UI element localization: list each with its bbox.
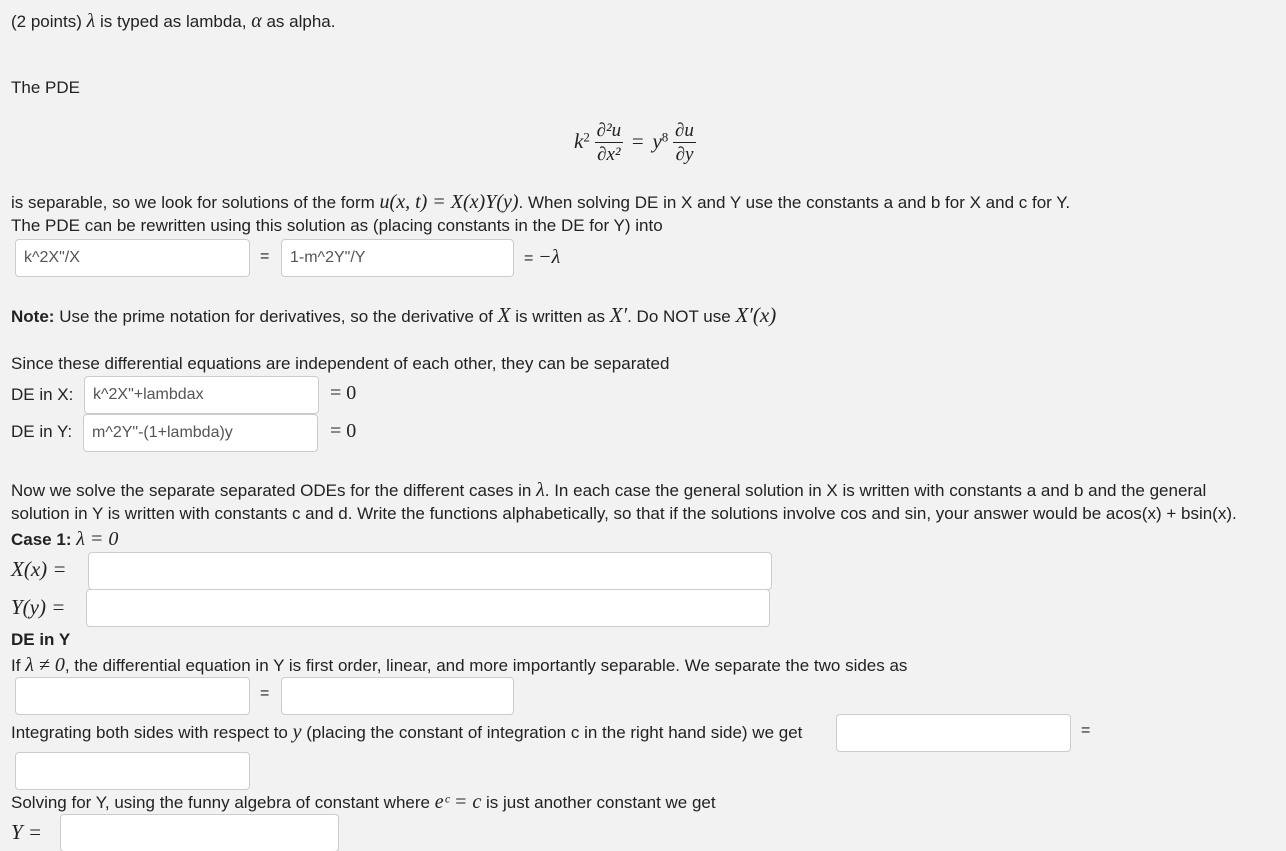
de-y-text-a: If (11, 656, 21, 675)
separable-form: u(x, t) = X(x)Y(y) (379, 191, 519, 213)
integrate-right-input[interactable] (15, 752, 250, 790)
pde-equation (574, 120, 696, 167)
pde-den-right: ∂y (675, 144, 694, 165)
separate-equals: = (260, 685, 270, 702)
rewrite-left-input[interactable]: k^2X"/X (15, 239, 250, 277)
pde-fraction-left (595, 120, 624, 167)
problem-header (11, 10, 335, 33)
case1-condition: λ = 0 (76, 528, 119, 550)
de-x-label: DE in X: (11, 385, 74, 404)
points-label: (2 points) (11, 12, 82, 31)
y-of-y-label: Y(y) = (11, 595, 66, 619)
pde-exp-left: 2 (583, 129, 590, 145)
pde-fraction-right (673, 120, 696, 167)
note-x-prime: X′ (609, 303, 628, 327)
alpha-symbol: α (251, 10, 262, 32)
note-line (11, 303, 776, 328)
de-x-rhs: = 0 (330, 382, 357, 404)
case1-label: Case 1: (11, 530, 72, 549)
x-of-x-label: X(x) = (11, 557, 67, 581)
note-x-prime-x: X′(x) (735, 303, 777, 327)
de-y-rhs: = 0 (330, 420, 357, 442)
integrate-left-input[interactable] (836, 714, 1071, 752)
cases-intro-a: Now we solve the separate separated ODEs for the different cases in (11, 481, 532, 500)
pde-num-left: ∂²u (596, 120, 622, 141)
de-y-input[interactable]: m^2Y"-(1+lambda)y (83, 414, 318, 452)
y-of-y-input[interactable] (86, 589, 770, 627)
note-x-symbol: X (497, 303, 511, 327)
typed-as-lambda-text: is typed as lambda, (100, 12, 247, 31)
rewrite-equals-1: = (260, 248, 270, 265)
de-in-y-line (11, 654, 907, 677)
separable-text-a: is separable, so we look for solutions of the form (11, 193, 375, 212)
separate-left-input[interactable] (15, 677, 250, 715)
pde-equals: = (631, 128, 644, 153)
rewrite-neg-lambda (524, 246, 560, 269)
rewrite-instruction: The PDE can be rewritten using this solution as (placing constants in the DE for Y) into (11, 216, 663, 235)
cases-intro-b: . In each case the general solution in X is written with constants a and b and the general (544, 481, 1207, 500)
integrate-equals: = (1081, 722, 1091, 739)
note-text-c: . Do NOT use (627, 307, 731, 326)
y-solution-input[interactable] (60, 814, 339, 851)
separated-intro: Since these differential equations are independent of each other, they can be separated (11, 354, 670, 373)
note-text-a: Use the prime notation for derivatives, so the derivative of (59, 307, 493, 326)
integrate-line (11, 721, 802, 744)
cases-intro-line1 (11, 479, 1206, 502)
de-y-text-b: , the differential equation in Y is first order, linear, and more importantly separable. We separate the two sides as (64, 656, 908, 675)
separable-text-b: . When solving DE in X and Y use the constants a and b for X and c for Y. (518, 193, 1071, 212)
rewrite-right-input[interactable]: 1-m^2Y"/Y (281, 239, 514, 277)
solve-expression: eᶜ = c (434, 791, 482, 813)
rewrite-equals-2: = (524, 250, 534, 267)
pde-coef-right: y (652, 128, 662, 153)
the-pde-label: The PDE (11, 78, 80, 97)
pde-den-left: ∂x² (597, 144, 621, 165)
y-equals-label: Y = (11, 820, 43, 844)
solve-text-b: is just another constant we get (485, 793, 716, 812)
neg-lambda: −λ (538, 246, 561, 268)
de-in-y-heading: DE in Y (11, 630, 71, 649)
integrate-text-b: (placing the constant of integration c in the right hand side) we get (306, 723, 803, 742)
integrate-var: y (292, 721, 302, 743)
separate-right-input[interactable] (281, 677, 514, 715)
cases-intro-line2: solution in Y is written with constants c and d. Write the functions alphabetically, so that if the solutions involve cos and sin, your answer would be acos(x) + bsin(x). (11, 504, 1237, 523)
cases-lambda: λ (536, 479, 545, 501)
pde-exp-right: 8 (661, 129, 669, 145)
de-y-label: DE in Y: (11, 422, 73, 441)
x-of-x-input[interactable] (88, 552, 772, 590)
solve-line (11, 791, 716, 814)
case1-line (11, 528, 118, 551)
typed-as-alpha-text: as alpha. (266, 12, 336, 31)
de-x-input[interactable]: k^2X"+lambdax (84, 376, 319, 414)
de-y-condition: λ ≠ 0 (25, 654, 65, 676)
note-text-b: is written as (515, 307, 605, 326)
solve-text-a: Solving for Y, using the funny algebra of constant where (11, 793, 430, 812)
lambda-symbol: λ (86, 10, 96, 32)
separable-line (11, 191, 1070, 214)
note-label: Note: (11, 307, 55, 326)
pde-coef-left: k (574, 128, 584, 153)
integrate-text-a: Integrating both sides with respect to (11, 723, 288, 742)
pde-num-right: ∂u (675, 120, 694, 141)
